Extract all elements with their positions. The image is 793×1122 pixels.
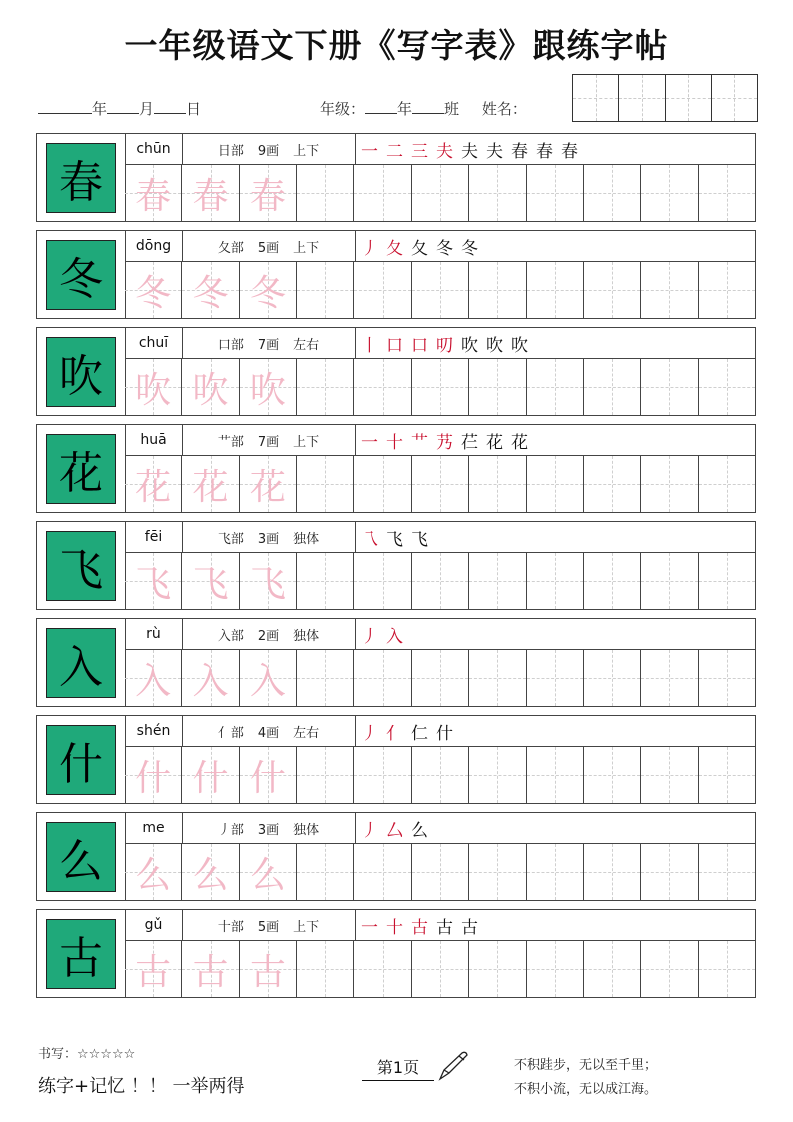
trace-cell[interactable] (125, 553, 182, 609)
stroke-step: 花 (511, 432, 528, 453)
stroke-step: 三 (411, 141, 428, 162)
structure: 上下 (293, 240, 320, 256)
char-info (182, 231, 356, 261)
stroke-step: 一 (361, 141, 378, 162)
trace-character: 古 (192, 951, 229, 993)
year-label: 年 (92, 100, 108, 118)
trace-cell[interactable] (182, 844, 239, 900)
blank-cell[interactable] (699, 844, 755, 900)
blank-cell[interactable] (469, 747, 526, 803)
model-character: 入 (46, 628, 116, 698)
blank-cell[interactable] (641, 553, 698, 609)
char-box-frame (37, 134, 126, 221)
blank-cell[interactable] (527, 941, 584, 997)
blank-cell[interactable] (354, 456, 411, 512)
char-info (182, 619, 356, 649)
name-cell[interactable] (619, 75, 665, 121)
day-label: 日 (186, 100, 202, 118)
blank-cell[interactable] (699, 941, 755, 997)
stroke-step: 丿 (361, 626, 378, 647)
stroke-step: 一 (361, 432, 378, 453)
pen-icon (436, 1050, 470, 1086)
blank-cell[interactable] (699, 165, 755, 221)
stroke-step: 丿 (361, 238, 378, 259)
stroke-order (361, 910, 478, 940)
writing-cells (125, 262, 755, 318)
blank-cell[interactable] (527, 456, 584, 512)
blank-cell[interactable] (297, 941, 354, 997)
trace-character: 古 (249, 951, 286, 993)
trace-cell[interactable] (240, 650, 297, 706)
radical: 口部 (217, 337, 244, 353)
stroke-step: 飞 (411, 529, 428, 550)
trace-cell[interactable] (240, 359, 297, 415)
pinyin: dōng (125, 231, 183, 261)
pinyin: huā (125, 425, 183, 455)
trace-cell[interactable] (240, 262, 297, 318)
trace-character: 什 (135, 757, 172, 799)
trace-cell[interactable] (125, 456, 182, 512)
structure: 左右 (293, 725, 320, 741)
stroke-step: 夂 (386, 238, 403, 259)
blank-cell[interactable] (527, 553, 584, 609)
trace-character: 么 (135, 854, 172, 896)
writing-cells (125, 650, 755, 706)
pinyin: chūn (125, 134, 183, 164)
stroke-step: 厶 (386, 820, 403, 841)
trace-character: 春 (135, 175, 172, 217)
slogan: 练字+记忆 ！！ 一举两得 (38, 1076, 245, 1097)
year-blank[interactable] (38, 99, 92, 114)
blank-cell[interactable] (584, 553, 641, 609)
row-header (125, 619, 755, 650)
blank-cell[interactable] (641, 747, 698, 803)
blank-cell[interactable] (584, 456, 641, 512)
writing-cells (125, 456, 755, 512)
structure: 左右 (293, 337, 320, 353)
blank-cell[interactable] (412, 456, 469, 512)
char-box-frame (37, 813, 126, 900)
grade-label: 年级： (320, 100, 366, 118)
blank-cell[interactable] (469, 456, 526, 512)
blank-cell[interactable] (354, 844, 411, 900)
trace-cell[interactable] (182, 650, 239, 706)
model-character: 花 (46, 434, 116, 504)
blank-cell[interactable] (469, 650, 526, 706)
char-box-frame (37, 425, 126, 512)
grade-blank[interactable] (365, 99, 397, 114)
stroke-order (361, 813, 428, 843)
page-title: 一年级语文下册《写字表》跟练字帖 (124, 26, 669, 65)
trace-cell[interactable] (240, 165, 297, 221)
writing-cells (125, 941, 755, 997)
blank-cell[interactable] (297, 262, 354, 318)
blank-cell[interactable] (297, 844, 354, 900)
trace-character: 花 (135, 466, 172, 508)
writing-cells (125, 844, 755, 900)
stroke-step: 吹 (486, 335, 503, 356)
trace-cell[interactable] (182, 941, 239, 997)
blank-cell[interactable] (354, 262, 411, 318)
stroke-count: 2画 (257, 628, 280, 644)
stroke-count: 5画 (257, 919, 280, 935)
blank-cell[interactable] (584, 165, 641, 221)
stroke-step: 十 (386, 917, 403, 938)
stroke-step: 吹 (511, 335, 528, 356)
blank-cell[interactable] (527, 747, 584, 803)
month-blank[interactable] (107, 99, 139, 114)
blank-cell[interactable] (412, 165, 469, 221)
trace-cell[interactable] (182, 165, 239, 221)
blank-cell[interactable] (354, 747, 411, 803)
stroke-count: 4画 (257, 725, 280, 741)
blank-cell[interactable] (584, 941, 641, 997)
practice-row (36, 715, 756, 804)
trace-character: 花 (249, 466, 286, 508)
pinyin: gǔ (125, 910, 183, 940)
writing-cells (125, 553, 755, 609)
writing-cells (125, 747, 755, 803)
trace-cell[interactable] (125, 941, 182, 997)
trace-cell[interactable] (240, 747, 297, 803)
model-character: 么 (46, 822, 116, 892)
trace-character: 冬 (192, 272, 229, 314)
blank-cell[interactable] (469, 262, 526, 318)
model-character: 飞 (46, 531, 116, 601)
trace-character: 吹 (249, 369, 286, 411)
row-header (125, 425, 755, 456)
char-info (182, 134, 356, 164)
model-character: 冬 (46, 240, 116, 310)
pinyin: chuī (125, 328, 183, 358)
blank-cell[interactable] (412, 553, 469, 609)
char-box-frame (37, 231, 126, 318)
practice-row (36, 812, 756, 901)
stroke-step: 丿 (361, 723, 378, 744)
stroke-step: 仁 (411, 723, 428, 744)
stroke-step: 乁 (361, 529, 378, 550)
stroke-step: 艿 (436, 432, 453, 453)
practice-row (36, 424, 756, 513)
char-box-frame (37, 716, 126, 803)
blank-cell[interactable] (469, 844, 526, 900)
blank-cell[interactable] (412, 747, 469, 803)
blank-cell[interactable] (297, 650, 354, 706)
class-fields (320, 98, 527, 119)
trace-character: 什 (192, 757, 229, 799)
stroke-step: 夫 (486, 141, 503, 162)
day-blank[interactable] (154, 99, 186, 114)
model-character: 古 (46, 919, 116, 989)
stroke-step: 芢 (461, 432, 478, 453)
structure: 独体 (293, 822, 320, 838)
blank-cell[interactable] (469, 553, 526, 609)
trace-cell[interactable] (182, 262, 239, 318)
trace-cell[interactable] (240, 844, 297, 900)
trace-cell[interactable] (182, 747, 239, 803)
stroke-step: 花 (486, 432, 503, 453)
blank-cell[interactable] (641, 165, 698, 221)
quote-line-1: 不积跬步，无以至千里； (514, 1058, 658, 1073)
stroke-count: 7画 (257, 434, 280, 450)
row-header (125, 328, 755, 359)
blank-cell[interactable] (412, 941, 469, 997)
blank-cell[interactable] (527, 844, 584, 900)
radical: 十部 (217, 919, 244, 935)
practice-row (36, 327, 756, 416)
stroke-count: 9画 (257, 143, 280, 159)
trace-character: 古 (135, 951, 172, 993)
writing-cells (125, 359, 755, 415)
stroke-step: 夫 (461, 141, 478, 162)
trace-character: 吹 (192, 369, 229, 411)
trace-cell[interactable] (240, 941, 297, 997)
blank-cell[interactable] (699, 359, 755, 415)
radical: 丿部 (217, 822, 244, 838)
trace-character: 入 (192, 660, 229, 702)
trace-cell[interactable] (182, 553, 239, 609)
trace-character: 么 (192, 854, 229, 896)
stroke-step: 么 (411, 820, 428, 841)
stroke-order (361, 425, 528, 455)
blank-cell[interactable] (412, 844, 469, 900)
trace-cell[interactable] (182, 359, 239, 415)
trace-cell[interactable] (125, 165, 182, 221)
char-info (182, 716, 356, 746)
grade-year-label: 年 (397, 100, 413, 118)
stroke-step: 古 (436, 917, 453, 938)
date-fields (38, 98, 201, 119)
pinyin: fēi (125, 522, 183, 552)
trace-character: 入 (249, 660, 286, 702)
blank-cell[interactable] (297, 359, 354, 415)
blank-cell[interactable] (699, 262, 755, 318)
stroke-order (361, 328, 528, 358)
trace-cell[interactable] (125, 359, 182, 415)
stroke-count: 5画 (257, 240, 280, 256)
practice-row (36, 909, 756, 998)
stroke-count: 3画 (257, 822, 280, 838)
stroke-step: 古 (411, 917, 428, 938)
blank-cell[interactable] (699, 650, 755, 706)
blank-cell[interactable] (641, 359, 698, 415)
stroke-step: 二 (386, 141, 403, 162)
blank-cell[interactable] (297, 165, 354, 221)
blank-cell[interactable] (527, 359, 584, 415)
trace-cell[interactable] (125, 262, 182, 318)
trace-character: 花 (192, 466, 229, 508)
trace-character: 飞 (135, 563, 172, 605)
stroke-step: 吹 (461, 335, 478, 356)
blank-cell[interactable] (584, 359, 641, 415)
model-character: 什 (46, 725, 116, 795)
blank-cell[interactable] (527, 262, 584, 318)
stroke-step: 十 (386, 432, 403, 453)
stroke-step: 叨 (436, 335, 453, 356)
radical: 亻部 (217, 725, 244, 741)
structure: 上下 (293, 919, 320, 935)
stroke-step: 夫 (436, 141, 453, 162)
practice-row (36, 521, 756, 610)
char-info (182, 425, 356, 455)
char-info (182, 813, 356, 843)
char-info (182, 328, 356, 358)
stroke-step: 飞 (386, 529, 403, 550)
trace-character: 春 (192, 175, 229, 217)
model-character: 春 (46, 143, 116, 213)
stroke-step: 亻 (386, 723, 403, 744)
practice-row (36, 230, 756, 319)
pinyin: me (125, 813, 183, 843)
blank-cell[interactable] (412, 262, 469, 318)
trace-cell[interactable] (182, 456, 239, 512)
char-box-frame (37, 619, 126, 706)
stroke-step: 春 (511, 141, 528, 162)
char-box-frame (37, 328, 126, 415)
stroke-step: 丨 (361, 335, 378, 356)
model-character: 吹 (46, 337, 116, 407)
blank-cell[interactable] (527, 165, 584, 221)
stroke-step: 什 (436, 723, 453, 744)
trace-cell[interactable] (240, 456, 297, 512)
row-header (125, 134, 755, 165)
blank-cell[interactable] (641, 456, 698, 512)
page-number: 第1页 (362, 1055, 434, 1081)
structure: 上下 (293, 434, 320, 450)
stroke-step: 口 (386, 335, 403, 356)
name-cell[interactable] (666, 75, 712, 121)
radical: 飞部 (217, 531, 244, 547)
trace-character: 冬 (135, 272, 172, 314)
row-header (125, 813, 755, 844)
trace-character: 什 (249, 757, 286, 799)
stroke-step: 冬 (461, 238, 478, 259)
structure: 独体 (293, 531, 320, 547)
class-blank[interactable] (412, 99, 444, 114)
trace-character: 春 (249, 175, 286, 217)
stroke-order (361, 716, 453, 746)
row-header (125, 716, 755, 747)
trace-cell[interactable] (125, 650, 182, 706)
stroke-order (361, 231, 478, 261)
blank-cell[interactable] (354, 165, 411, 221)
stroke-step: 古 (461, 917, 478, 938)
stroke-count: 3画 (257, 531, 280, 547)
row-header (125, 910, 755, 941)
radical: 日部 (217, 143, 244, 159)
blank-cell[interactable] (641, 262, 698, 318)
char-info (182, 522, 356, 552)
radical: 入部 (217, 628, 244, 644)
stroke-step: 冬 (436, 238, 453, 259)
stroke-step: 夂 (411, 238, 428, 259)
blank-cell[interactable] (641, 941, 698, 997)
stroke-step: 春 (536, 141, 553, 162)
pinyin: shén (125, 716, 183, 746)
char-box-frame (37, 910, 126, 997)
blank-cell[interactable] (641, 844, 698, 900)
class-label: 班 (444, 100, 460, 118)
char-info (182, 910, 356, 940)
blank-cell[interactable] (297, 553, 354, 609)
row-header (125, 231, 755, 262)
trace-character: 飞 (249, 563, 286, 605)
blank-cell[interactable] (584, 747, 641, 803)
stroke-order (361, 522, 428, 552)
name-label: 姓名： (481, 100, 527, 118)
blank-cell[interactable] (412, 359, 469, 415)
blank-cell[interactable] (469, 359, 526, 415)
trace-character: 吹 (135, 369, 172, 411)
practice-row (36, 618, 756, 707)
char-box-frame (37, 522, 126, 609)
name-cell[interactable] (573, 75, 619, 121)
blank-cell[interactable] (297, 747, 354, 803)
radical: 艹部 (217, 434, 244, 450)
writing-cells (125, 165, 755, 221)
blank-cell[interactable] (469, 941, 526, 997)
stroke-step: 春 (561, 141, 578, 162)
name-cell[interactable] (712, 75, 757, 121)
radical: 夂部 (217, 240, 244, 256)
blank-cell[interactable] (584, 262, 641, 318)
month-label: 月 (139, 100, 155, 118)
practice-row (36, 133, 756, 222)
blank-cell[interactable] (354, 553, 411, 609)
blank-cell[interactable] (584, 844, 641, 900)
trace-character: 飞 (192, 563, 229, 605)
name-grid[interactable] (572, 74, 758, 122)
trace-character: 入 (135, 660, 172, 702)
blank-cell[interactable] (641, 650, 698, 706)
structure: 上下 (293, 143, 320, 159)
trace-character: 冬 (249, 272, 286, 314)
stroke-step: 入 (386, 626, 403, 647)
stroke-step: 丿 (361, 820, 378, 841)
blank-cell[interactable] (354, 650, 411, 706)
pinyin: rù (125, 619, 183, 649)
stroke-order (361, 134, 578, 164)
trace-character: 么 (249, 854, 286, 896)
structure: 独体 (293, 628, 320, 644)
blank-cell[interactable] (354, 359, 411, 415)
blank-cell[interactable] (412, 650, 469, 706)
rating: 书写：☆☆☆☆☆ (38, 1047, 136, 1062)
stroke-count: 7画 (257, 337, 280, 353)
quote-line-2: 不积小流，无以成江海。 (514, 1082, 658, 1097)
blank-cell[interactable] (699, 553, 755, 609)
stroke-step: 一 (361, 917, 378, 938)
blank-cell[interactable] (699, 456, 755, 512)
blank-cell[interactable] (297, 456, 354, 512)
row-header (125, 522, 755, 553)
stroke-step: 口 (411, 335, 428, 356)
trace-cell[interactable] (125, 844, 182, 900)
blank-cell[interactable] (469, 165, 526, 221)
stroke-order (361, 619, 403, 649)
trace-cell[interactable] (125, 747, 182, 803)
trace-cell[interactable] (240, 553, 297, 609)
blank-cell[interactable] (354, 941, 411, 997)
blank-cell[interactable] (699, 747, 755, 803)
blank-cell[interactable] (527, 650, 584, 706)
blank-cell[interactable] (584, 650, 641, 706)
stroke-step: 艹 (411, 432, 428, 453)
